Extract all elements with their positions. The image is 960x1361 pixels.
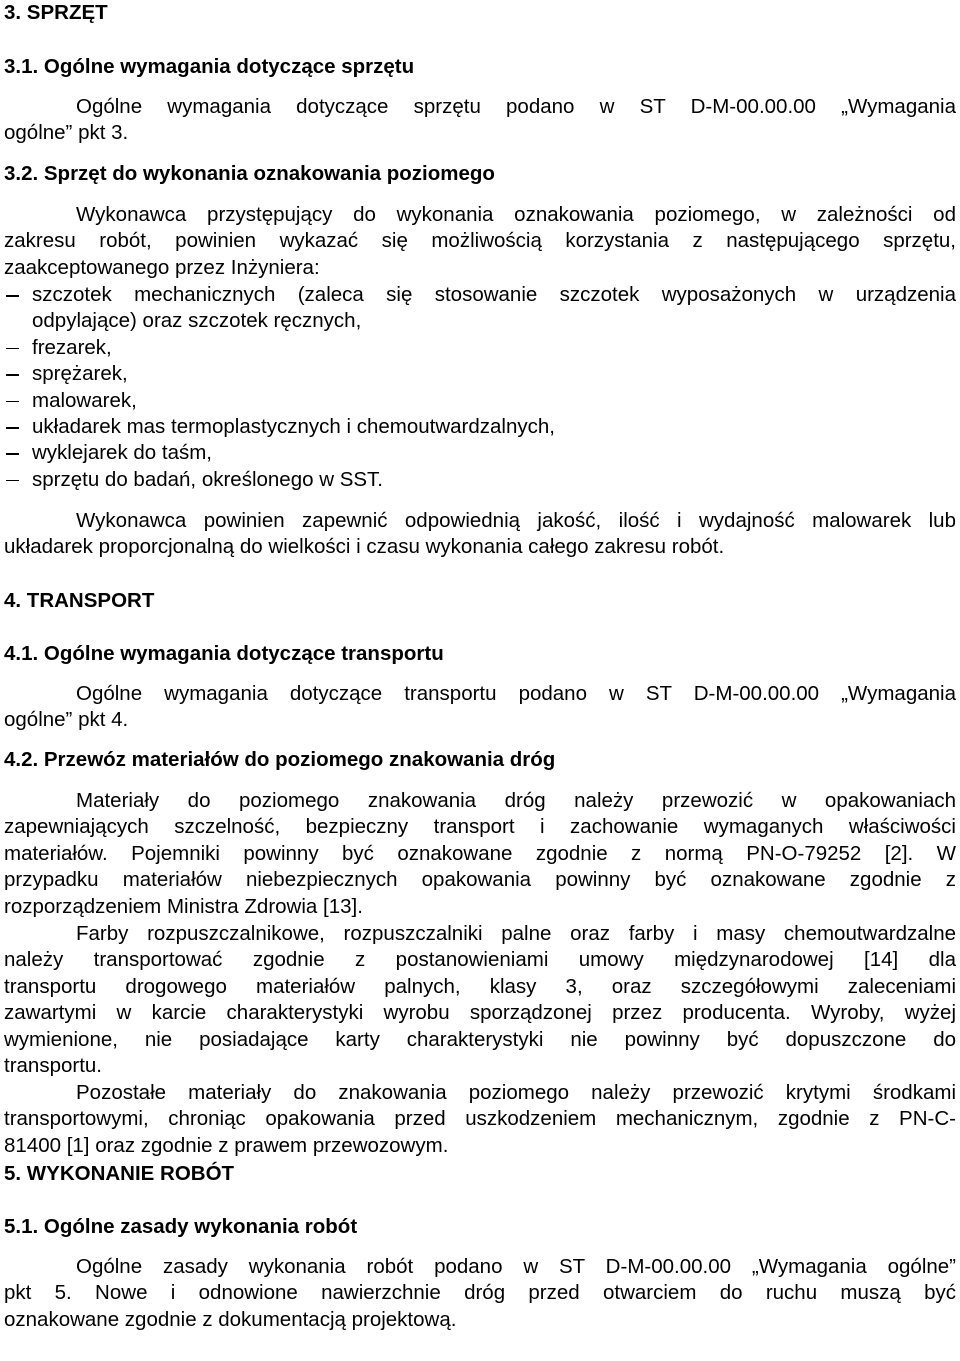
paragraph-line: zapewniających szczelność, bezpieczny transport i zachowanie wymaganych właściwości [4,815,956,839]
section-4-2-paragraph-3 [4,1080,956,1159]
paragraph-line: Wykonawca przystępujący do wykonania oznakowania poziomego, w zależności od [76,203,956,226]
paragraph-line: transportu. [4,1054,102,1078]
paragraph-line: transportu drogowego materiałów palnych, klasy 3, oraz szczegółowymi zaleceniami [4,974,956,998]
paragraph-line: Wykonawca powinien zapewnić odpowiednią jakość, ilość i wydajność malowarek lub [76,509,956,532]
section-4-heading: 4. TRANSPORT [4,589,155,612]
list-item-text: szczotek mechanicznych (zaleca się stosowanie szczotek wyposażonych w urządzenia [32,283,956,306]
paragraph-line: ogólne” pkt 4. [4,708,129,732]
paragraph-line: 81400 [1] oraz zgodnie z prawem przewozowym. [4,1133,449,1157]
section-4-1-heading: 4.1. Ogólne wymagania dotyczące transportu [4,642,444,665]
list-item [4,440,956,466]
paragraph-line: należy transportować zgodnie z postanowieniami umowy międzynarodowej [14] dla [4,948,956,972]
section-4-1-paragraph [4,681,956,734]
section-5-heading: 5. WYKONANIE ROBÓT [4,1162,235,1185]
list-item [4,467,956,493]
list-item [4,388,956,414]
list-item-text: malowarek, [32,388,137,412]
paragraph-line: Ogólne wymagania dotyczące sprzętu podano w ST D-M-00.00.00 „Wymagania [76,95,956,118]
section-3-heading: 3. SPRZĘT [4,1,108,24]
section-3-1-paragraph [4,94,956,147]
equipment-list [4,282,956,493]
paragraph-line: wymienione, nie posiadające karty charakterystyki nie powinny być dopuszczone do [4,1027,956,1051]
list-item-text: układarek mas termoplastycznych i chemoutwardzalnych, [32,415,555,439]
section-4-2-paragraph-2 [4,921,956,1079]
paragraph-line: oznakowane zgodnie z dokumentacją projektową. [4,1307,457,1331]
section-3-2-paragraph-2 [4,508,956,561]
section-3-1-heading: 3.1. Ogólne wymagania dotyczące sprzętu [4,55,415,78]
section-3-2-heading: 3.2. Sprzęt do wykonania oznakowania poziomego [4,162,495,185]
list-item [4,335,956,361]
list-item-text: wyklejarek do taśm, [32,441,213,465]
paragraph-line: Ogólne zasady wykonania robót podano w ST D-M-00.00.00 „Wymagania ogólne” [76,1255,956,1278]
paragraph-line: ogólne” pkt 3. [4,121,129,145]
paragraph-line: zakresu robót, powinien wykazać się możliwością korzystania z następującego sprzętu, [4,229,956,253]
paragraph-line: rozporządzeniem Ministra Zdrowia [13]. [4,894,363,918]
paragraph-line: pkt 5. Nowe i odnowione nawierzchnie dróg przed otwarciem do ruchu muszą być [4,1281,956,1305]
list-item-text: frezarek, [32,335,112,359]
paragraph-line: przypadku materiałów niebezpiecznych opakowania powinny być oznakowane zgodnie z [4,868,956,892]
paragraph-line: transportowymi, chroniąc opakowania przed uszkodzeniem mechanicznym, zgodnie z PN-C- [4,1107,956,1131]
list-item [4,361,956,387]
paragraph-line: zaakceptowanego przez Inżyniera: [4,255,320,279]
section-4-2-heading: 4.2. Przewóz materiałów do poziomego znakowania dróg [4,748,556,771]
list-item [4,414,956,440]
list-item-text: odpylające) oraz szczotek ręcznych, [32,309,362,333]
paragraph-line: zawartymi w karcie charakterystyki wyrobu sporządzonej przez producenta. Wyroby, wyżej [4,1001,956,1025]
section-5-1-heading: 5.1. Ogólne zasady wykonania robót [4,1215,358,1238]
list-item-text: sprzętu do badań, określonego w SST. [32,467,383,491]
paragraph-line: materiałów. Pojemniki powinny być oznakowane zgodnie z normą PN-O-79252 [2]. W [4,841,956,865]
paragraph-line: Pozostałe materiały do znakowania poziomego należy przewozić krytymi środkami [76,1081,956,1104]
section-3-2-paragraph-1 [4,202,956,281]
section-5-1-paragraph [4,1254,956,1333]
paragraph-line: Materiały do poziomego znakowania dróg należy przewozić w opakowaniach [76,789,956,812]
paragraph-line: Ogólne wymagania dotyczące transportu podano w ST D-M-00.00.00 „Wymagania [76,682,956,705]
paragraph-line: układarek proporcjonalną do wielkości i czasu wykonania całego zakresu robót. [4,535,725,559]
paragraph-line: Farby rozpuszczalnikowe, rozpuszczalniki palne oraz farby i masy chemoutwardzalne [76,922,956,945]
section-4-2-paragraph-1 [4,788,956,920]
list-item [4,282,956,335]
list-item-text: sprężarek, [32,362,128,386]
